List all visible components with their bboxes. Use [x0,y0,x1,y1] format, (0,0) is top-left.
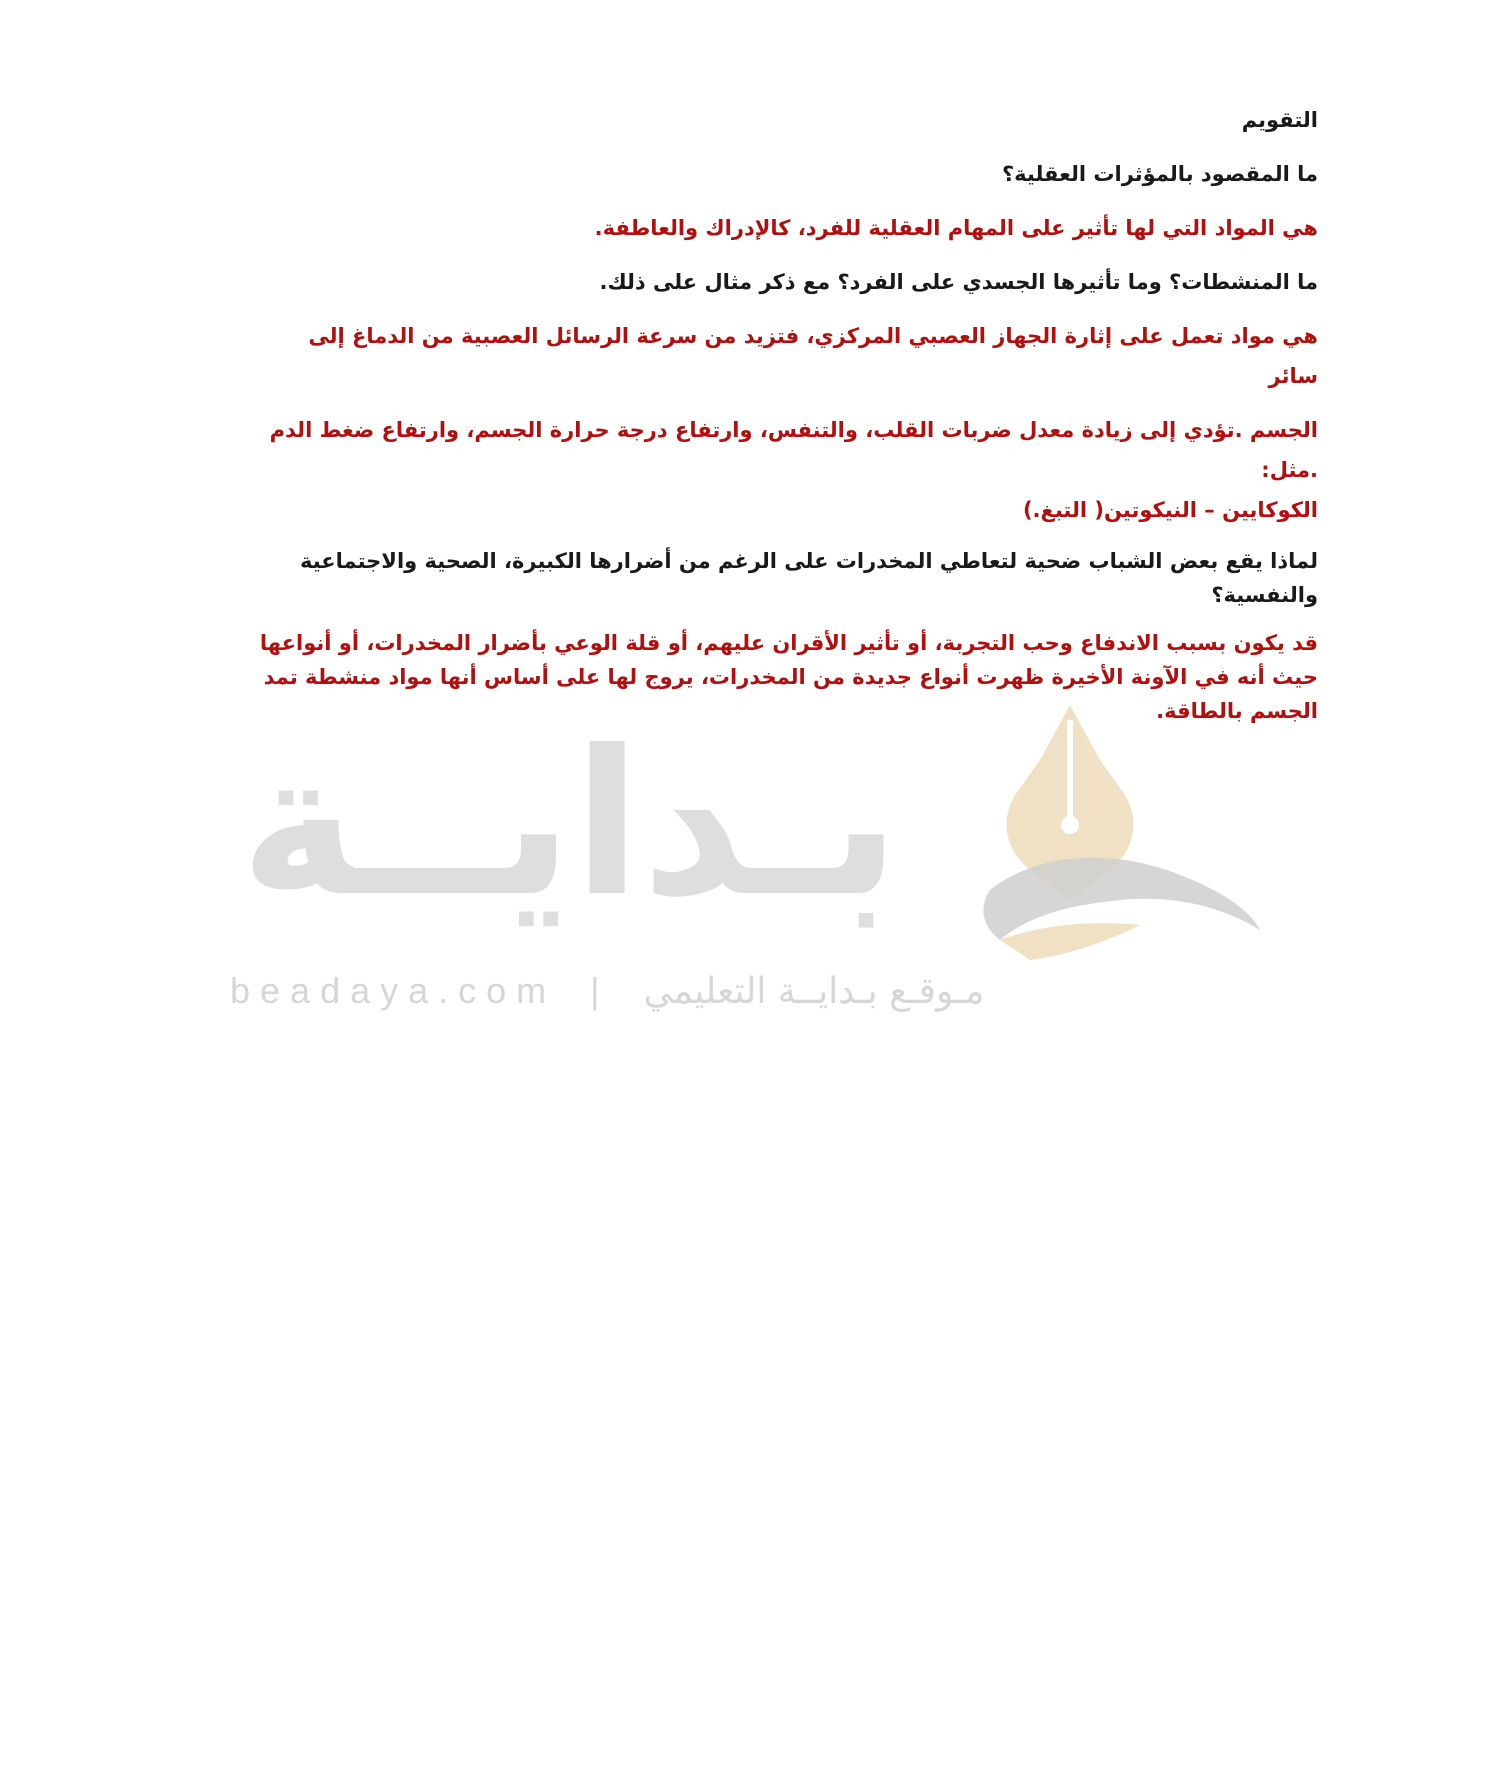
watermark-separator: | [590,970,610,1011]
answer-1: هي المواد التي لها تأثير على المهام العقلية للفرد، كالإدراك والعاطفة. [594,216,1318,240]
answer-2-line-3: الكوكايين – النيكوتين( التبغ.) [1022,498,1318,522]
document-body [258,100,1318,742]
answer-2-block [258,410,1318,530]
watermark-site-name: مـوقـع بـدايــة التعليمي [643,971,985,1012]
watermark [200,708,1260,1025]
pen-nib-icon [920,700,1260,990]
question-2: ما المنشطات؟ وما تأثيرها الجسدي على الفرد؟ مع ذكر مثال على ذلك. [599,270,1318,294]
answer-2-line-2: الجسم .تؤدي إلى زيادة معدل ضربات القلب، والتنفس، وارتفاع درجة حرارة الجسم، وارتفاع ضغط الدم .مثل: [269,418,1318,482]
watermark-brand: بـدايــة [239,708,901,941]
question-3: لماذا يقع بعض الشباب ضحية لتعاطي المخدرات على الرغم من أضرارها الكبيرة، الصحية والاجتماعية والنفسية؟ [299,549,1318,607]
answer-3: قد يكون بسبب الاندفاع وحب التجربة، أو تأثير الأقران عليهم، أو قلة الوعي بأضرار المخدرات، أو أنواعها حيث أنه في الآونة الأخيرة ظهرت أنواع جديدة من المخدرات، يروج لها على أساس أنها مواد منشطة تمد الجسم بالطاقة. [259,631,1318,723]
answer-2-line-1: هي مواد تعمل على إثارة الجهاز العصبي المركزي، فتزيد من سرعة الرسائل العصبية من الدماغ إلى سائر [308,324,1318,388]
section-heading: التقويم [1241,108,1318,132]
question-1: ما المقصود بالمؤثرات العقلية؟ [1002,162,1318,186]
watermark-domain: beadaya.com [230,970,557,1011]
watermark-footer [230,970,984,1012]
